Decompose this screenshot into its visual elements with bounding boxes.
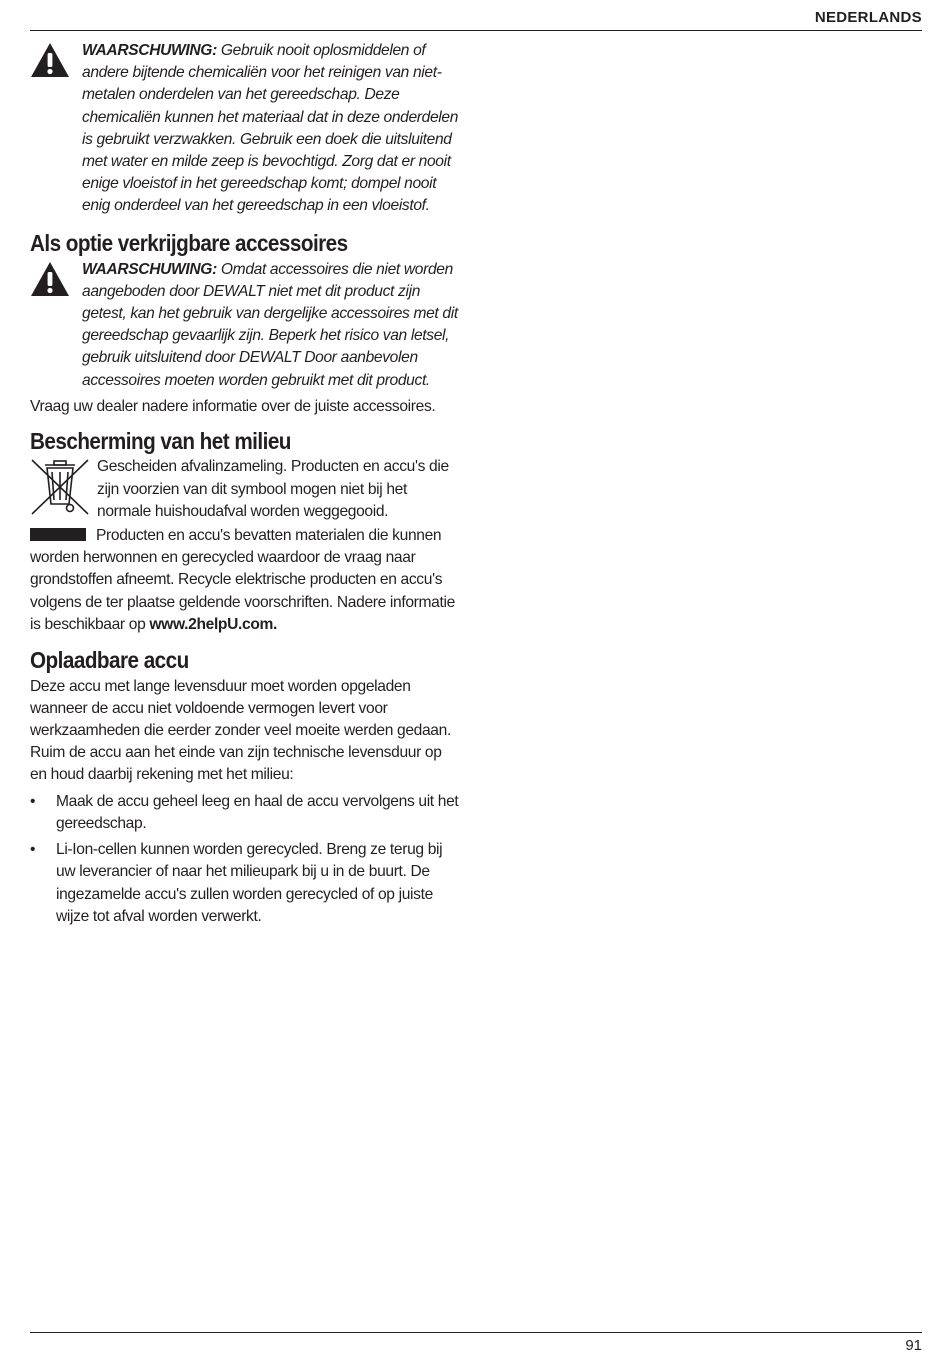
header-divider <box>30 30 922 31</box>
accessories-warning <box>30 259 462 392</box>
language-label: NEDERLANDS <box>814 9 922 26</box>
help-url-link[interactable]: www.2helpU.com. <box>149 616 277 634</box>
accessories-info: Vraag uw dealer nadere informatie over de juiste accessoires. <box>30 397 436 415</box>
warning-text: Gebruik nooit oplosmiddelen of andere bijtende chemicaliën voor het reinigen van niet-metalen onderdelen van het gereedschap. Deze chemicaliën kunnen het materiaal dat in deze onderdelen is gebruikt verzwakken. Gebruik een doek die uitsluitend met water en milde zeep is bevochtigd. Zorg dat er nooit enige vloeistof in het gereedschap komt; dompel nooit enig onderdeel van het gereedschap in een vloeistof. <box>82 42 459 215</box>
list-item: • Maak de accu geheel leeg en haal de accu vervolgens uit het gereedschap. <box>30 792 459 832</box>
list-item: • Li-Ion-cellen kunnen worden gerecycled. Breng ze terug bij uw leverancier of naar het milieupark bij u in de buurt. De ingezamelde accu's zullen worden gerecycled of op juiste wijze tot afval worden verwerkt. <box>30 841 443 926</box>
black-bar-symbol <box>30 528 86 541</box>
recycle-text: Producten en accu's bevatten materialen die kunnen worden herwonnen en gerecycled waardoor de vraag naar grondstoffen afneemt. Recycle elektrische producten en accu's volgens de ter plaatse geldende voorschriften. Nadere informatie is beschikbaar op <box>30 526 455 634</box>
bullet-dot: • <box>30 792 36 810</box>
bullet-dot: • <box>30 841 36 859</box>
warning-text: Omdat accessoires die niet worden aangeboden door DEWALT niet met dit product zijn getest, kan het gebruik van dergelijke accessoires met dit gereedschap gevaarlijk zijn. Beperk het risico van letsel, gebruik uitsluitend door DEWALT Door aanbevolen accessoires moeten worden gebruikt met dit product. <box>82 260 458 389</box>
environment-heading: Bescherming van het milieu <box>30 428 291 455</box>
separate-collection <box>30 456 462 524</box>
warning-triangle-icon <box>30 40 82 78</box>
accessories-heading: Als optie verkrijgbare accessoires <box>30 229 348 256</box>
battery-list <box>30 791 462 929</box>
battery-intro: Deze accu met lange levensduur moet worden opgeladen wanneer de accu niet voldoende vermogen levert voor werkzaamheden die eerder zonder veel moeite werden gedaan. Ruim de accu aan het einde van zijn technische levensduur op en houd daarbij rekening met het milieu: <box>30 677 451 784</box>
footer-divider <box>30 1332 922 1333</box>
page-number: 91 <box>905 1337 922 1354</box>
warning-label: WAARSCHUWING: <box>82 42 217 59</box>
battery-heading: Oplaadbare accu <box>30 646 189 673</box>
warning-label: WAARSCHUWING: <box>82 260 217 278</box>
crossed-out-wheelie-bin-icon <box>30 456 97 516</box>
separate-collection-text: Gescheiden afvalinzameling. Producten en accu's die zijn voorzien van dit symbool mogen niet bij het normale huishoudafval worden weggegooid. <box>97 458 449 521</box>
recycle-paragraph <box>30 525 462 637</box>
warning-triangle-icon <box>30 259 82 297</box>
solvent-warning <box>30 40 462 218</box>
content-column <box>30 40 462 928</box>
